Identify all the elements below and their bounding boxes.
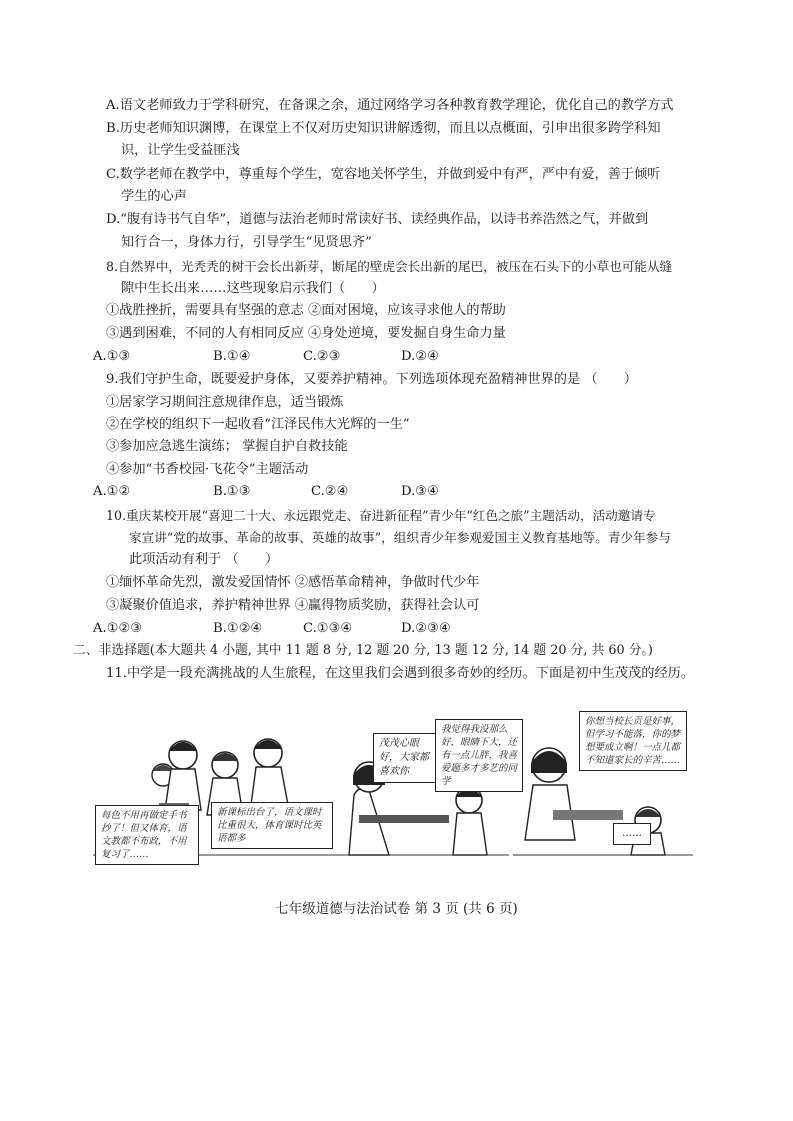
comic-panel-1-bubble-right: 新课标出台了，语文课时比重很大，体育课时比英语都多 [211, 802, 333, 849]
q9-statement-1: ①居家学习期间注意规律作息，适当锻炼 [106, 395, 344, 410]
q10-choice-c: C.①③④ [303, 621, 353, 636]
q11-stem: 11.中学是一段充满挑战的人生旅程，在这里我们会遇到很多奇妙的经历。下面是初中生茂茂的经历。 [106, 666, 695, 681]
q10-stem: 10.重庆某校开展“喜迎二十大、永远跟党走、奋进新征程”青少年“红色之旅”主题活动，活动邀请专 [106, 508, 656, 523]
q9-choice-b: B.①③ [213, 484, 251, 499]
comic-panel-2-bubble-teacher: 茂茂心眼好，大家都喜欢你 [373, 733, 441, 783]
q7-option-d: D.“腹有诗书气自华”，道德与法治老师时常读好书、读经典作品，以诗书养浩然之气，并做到 [106, 212, 649, 227]
q9-statement-3: ③参加应急逃生演练； 掌握自护自救技能 [106, 439, 348, 454]
q7-option-b-cont: 识，让学生受益匪浅 [121, 143, 240, 158]
q9-stem: 9.我们守护生命，既要爱护身体，又要养护精神。下列选项体现充盈精神世界的是 （ ） [106, 372, 638, 387]
q8-choice-a: A.①③ [93, 349, 131, 364]
q8-statements-2: ③遇到困难，不同的人有相同反应 ④身处逆境，要发掘自身生命力量 [106, 326, 506, 341]
comic-panel-3-bubble-mother: 你想当校长贡是好事，但学习不能落，你的梦想要成立啊！一点儿都不知道家长的辛苦…… [579, 711, 687, 771]
comic-panel-2 [329, 705, 518, 865]
comic-panel-2-bubble-student: 我觉得我没那么好，眼睛下大，还有一点儿胖，我喜爱题多才多艺的同学 [435, 719, 523, 792]
page-footer: 七年级道德与法治试卷 第 3 页 (共 6 页) [275, 901, 518, 917]
comic-panel-3 [513, 705, 693, 865]
q10-stem-cont-2: 此项活动有利于 （ ） [129, 552, 279, 567]
section-2-heading: 二、非选择题(本大题共 4 小题, 其中 11 题 8 分, 12 题 20 分, 13 题 12 分, 14 题 20 分, 共 60 分。) [73, 643, 653, 658]
q9-choice-d: D.③④ [401, 484, 439, 499]
q7-option-a: A.语文老师致力于学科研究，在备课之余，通过网络学习各种教育教学理论，优化自己的教学方式 [106, 98, 674, 113]
q8-stem-cont: 隙中生长出来……这些现象启示我们（ ） [121, 281, 385, 296]
q8-statements-1: ①战胜挫折，需要具有坚强的意志 ②面对困境，应该寻求他人的帮助 [106, 303, 506, 318]
comic-panel-3-bubble-child: …… [613, 823, 651, 845]
q7-option-d-cont: 知行合一，身体力行，引导学生“见贤思齐” [121, 235, 372, 250]
comic-panel-1-bubble-left: 每色不用再做定手书抄了！但又体育，语文教都不布政，不用复习了…… [95, 805, 199, 865]
q9-choice-c: C.②④ [311, 484, 349, 499]
q10-statements-2: ③凝聚价值追求，养护精神世界 ④赢得物质奖励，获得社会认可 [106, 598, 480, 613]
q9-statement-2: ②在学校的组织下一起收看“江泽民伟大光辉的一生” [106, 417, 410, 432]
q8-stem: 8.自然界中，光秃秃的树干会长出新芽，断尾的壁虎会长出新的尾巴，被压在石头下的小草也可能从缝 [106, 259, 673, 274]
comic-panel-1 [93, 705, 333, 865]
q7-option-c-cont: 学生的心声 [121, 189, 187, 204]
q7-option-b: B.历史老师知识渊博，在课堂上不仅对历史知识讲解透彻，而且以点概面，引申出很多跨学科知 [106, 121, 661, 136]
q8-choice-b: B.①④ [213, 349, 251, 364]
q7-option-c: C.数学老师在教学中，尊重每个学生，宽容地关怀学生，并做到爱中有严，严中有爱，善于倾听 [106, 167, 661, 182]
q10-choice-b: B.①②④ [213, 621, 263, 636]
q10-stem-cont-1: 家宣讲“党的故事、革命的故事、英雄的故事”，组织青少年参观爱国主义教育基地等。青少年参与 [129, 530, 671, 545]
q10-choice-a: A.①②③ [93, 621, 143, 636]
q10-statements-1: ①缅怀革命先烈，激发爱国情怀 ②感悟革命精神，争做时代少年 [106, 575, 480, 590]
q9-statement-4: ④参加“书香校园·飞花令”主题活动 [106, 462, 309, 477]
q8-choice-c: C.②③ [303, 349, 341, 364]
q8-choice-d: D.②④ [401, 349, 439, 364]
q10-choice-d: D.②③④ [401, 621, 451, 636]
comic-strip [93, 705, 693, 865]
q9-choice-a: A.①② [93, 484, 131, 499]
